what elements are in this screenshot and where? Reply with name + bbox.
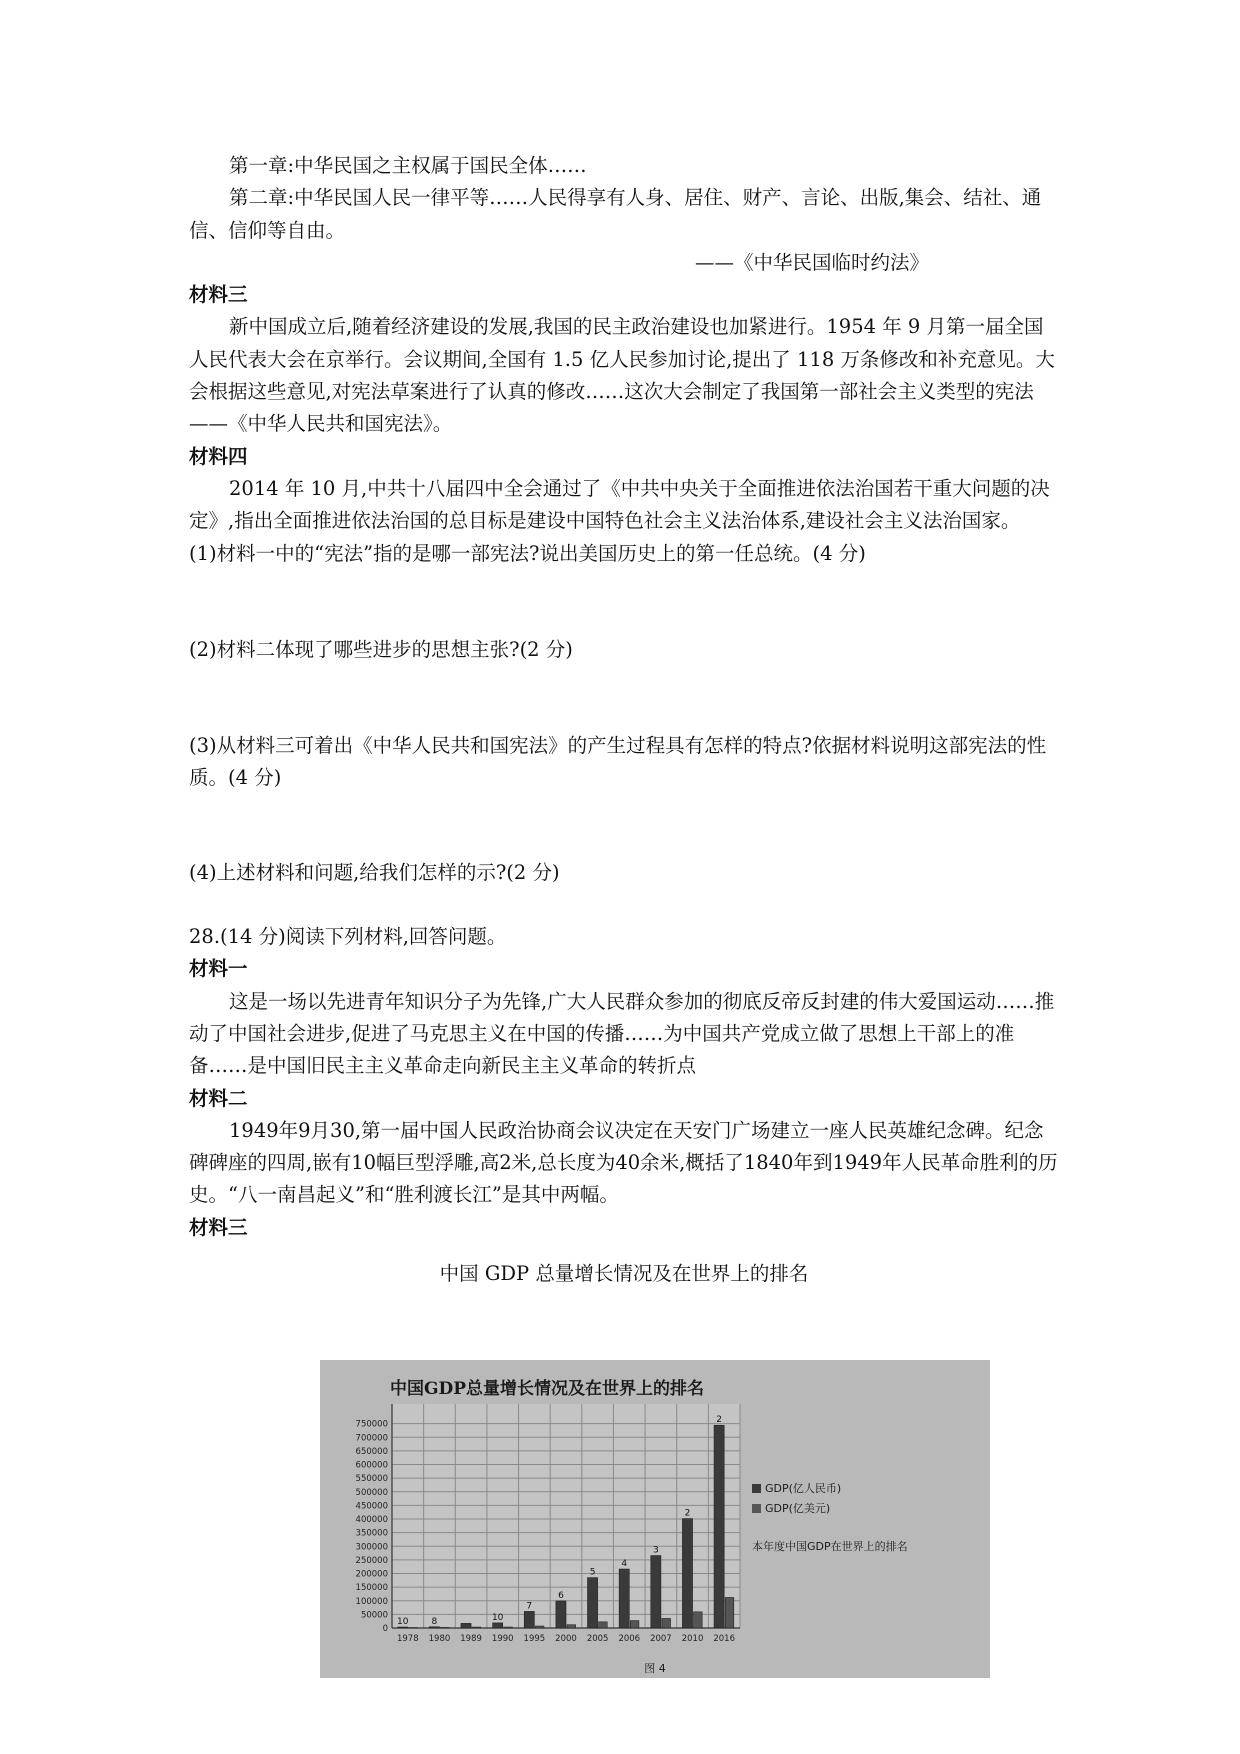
y-tick-label: 600000	[355, 1460, 388, 1471]
rank-label: 8	[431, 1616, 438, 1627]
chart-caption: 中国 GDP 总量增长情况及在世界上的排名	[439, 1262, 809, 1286]
y-tick-label: 400000	[355, 1515, 388, 1525]
rank-label: 2	[716, 1415, 722, 1426]
x-tick-label: 2007	[650, 1634, 672, 1644]
constitution-line-2: 第二章:中华民国人民一律平等……人民得享有人身、居住、财产、言论、出版,集会、结社、通信、信仰等自由。	[189, 186, 1042, 242]
material3-heading: 材料三	[189, 283, 248, 307]
question-1: (1)材料一中的“宪法”指的是哪一部宪法?说出美国历史上的第一任总统。(4 分)	[189, 541, 866, 565]
legend-swatch	[752, 1504, 761, 1513]
bar-gdp-rmb	[556, 1601, 566, 1628]
constitution-line-1: 第一章:中华民国之主权属于国民全体……	[229, 154, 587, 177]
question-2: (2)材料二体现了哪些进步的思想主张?(2 分)	[189, 637, 573, 661]
legend-label: GDP(亿人民币)	[765, 1482, 842, 1495]
bar-gdp-rmb	[524, 1611, 534, 1628]
rank-label: 7	[526, 1601, 533, 1612]
bar-gdp-rmb	[682, 1519, 692, 1628]
bar-gdp-rmb	[714, 1425, 724, 1628]
bar-gdp-usd	[725, 1597, 734, 1628]
x-tick-label: 1995	[523, 1634, 546, 1644]
question-28: 28.(14 分)阅读下列材料,回答问题。	[189, 925, 507, 949]
bar-gdp-rmb	[461, 1623, 471, 1628]
y-tick-label: 0	[382, 1624, 388, 1634]
chart-title: 中国GDP总量增长情况及在世界上的排名	[390, 1379, 705, 1399]
bar-gdp-usd	[440, 1627, 449, 1628]
y-tick-label: 550000	[355, 1474, 388, 1485]
y-tick-label: 350000	[355, 1528, 388, 1539]
rank-label: 10	[491, 1612, 504, 1623]
bar-gdp-rmb	[493, 1623, 503, 1628]
x-tick-label: 1980	[428, 1634, 451, 1644]
m28-material1-text: 这是一场以先进青年知识分子为先锋,广大人民群众参加的彻底反帝反封建的伟大爱国运动……推动了中国社会进步,促进了马克思主义在中国的传播……为中国共产党成立做了思想上干部上的准备……是中国旧民主主义革命走向新民主主义革命的转折点	[189, 989, 1055, 1078]
rank-label: 6	[558, 1590, 564, 1601]
x-tick-label: 2016	[713, 1634, 736, 1644]
bar-gdp-usd	[504, 1627, 513, 1628]
y-tick-label: 750000	[355, 1419, 388, 1430]
m28-material1-heading: 材料一	[189, 957, 248, 981]
y-tick-label: 300000	[355, 1542, 388, 1553]
rank-label: 5	[589, 1567, 596, 1578]
y-tick-label: 500000	[355, 1487, 388, 1498]
x-tick-label: 2005	[586, 1634, 609, 1644]
question-3: (3)从材料三可着出《中华人民共和国宪法》的产生过程具有怎样的特点?依据材料说明这部宪法的性质。(4 分)	[189, 734, 1047, 790]
x-tick-label: 2006	[618, 1634, 641, 1644]
bar-gdp-usd	[694, 1612, 703, 1628]
y-tick-label: 50000	[360, 1610, 388, 1621]
y-tick-label: 150000	[355, 1583, 388, 1594]
legend-note: 本年度中国GDP在世界上的排名	[752, 1540, 908, 1553]
bar-gdp-usd	[630, 1621, 639, 1628]
m28-material3-heading: 材料三	[189, 1215, 248, 1239]
rank-label: 3	[652, 1545, 659, 1556]
m28-material2-text: 1949年9月30,第一届中国人民政治协商会议决定在天安门广场建立一座人民英雄纪念碑。纪念碑碑座的四周,嵌有10幅巨型浮雕,高2米,总长度为40余米,概括了1840年到1949年人民革命胜利的历史。“八一南昌起义”和“胜利渡长江”是其中两幅。	[189, 1118, 1058, 1207]
bar-gdp-usd	[472, 1627, 481, 1628]
rank-label: 4	[621, 1559, 628, 1570]
gdp-chart	[320, 1360, 990, 1678]
x-tick-label: 1989	[460, 1634, 482, 1644]
y-tick-label: 100000	[355, 1596, 388, 1607]
material3-text: 新中国成立后,随着经济建设的发展,我国的民主政治建设也加紧进行。1954 年 9 月第一届全国人民代表大会在京举行。会议期间,全国有 1.5 亿人民参加讨论,提出了 118 万条修改和补充意见。大会根据这些意见,对宪法草案进行了认真的修改……这次大会制定了我国第一部社会主义类型的宪法——《中华人民共和国宪法》。	[189, 315, 1055, 436]
x-tick-label: 1978	[396, 1634, 419, 1644]
document-body	[189, 150, 1059, 1290]
question-4: (4)上述材料和问题,给我们怎样的示?(2 分)	[189, 860, 560, 884]
bar-gdp-rmb	[588, 1578, 598, 1628]
x-tick-label: 2000	[555, 1634, 577, 1644]
rank-label: 10	[397, 1617, 409, 1628]
figure-label: 图 4	[644, 1662, 666, 1675]
bar-gdp-usd	[662, 1618, 671, 1628]
m28-material2-heading: 材料二	[189, 1086, 248, 1110]
y-tick-label: 650000	[355, 1446, 388, 1457]
y-tick-label: 450000	[355, 1501, 388, 1512]
y-tick-label: 200000	[355, 1569, 388, 1580]
x-tick-label: 2010	[681, 1634, 704, 1644]
bar-gdp-rmb	[651, 1556, 661, 1628]
gdp-chart-photo	[320, 1360, 990, 1678]
y-tick-label: 700000	[355, 1433, 388, 1444]
bar-gdp-rmb	[429, 1627, 439, 1628]
bar-gdp-usd	[599, 1622, 608, 1628]
bar-gdp-rmb	[619, 1569, 629, 1628]
constitution-source: ——《中华民国临时约法》	[694, 250, 929, 274]
legend-swatch	[752, 1484, 761, 1493]
material4-text: 2014 年 10 月,中共十八届四中全会通过了《中共中央关于全面推进依法治国若干重大问题的决定》,指出全面推进依法治国的总目标是建设中国特色社会主义法治体系,建设社会主义法治国家。	[189, 476, 1050, 533]
y-tick-label: 250000	[355, 1555, 388, 1566]
rank-label: 2	[684, 1508, 691, 1519]
legend-label: GDP(亿美元)	[765, 1502, 831, 1515]
bar-gdp-usd	[567, 1625, 576, 1628]
x-tick-label: 1990	[491, 1634, 514, 1644]
bar-gdp-usd	[535, 1626, 544, 1628]
bar-gdp-rmb	[398, 1627, 408, 1628]
material4-heading: 材料四	[189, 444, 248, 468]
